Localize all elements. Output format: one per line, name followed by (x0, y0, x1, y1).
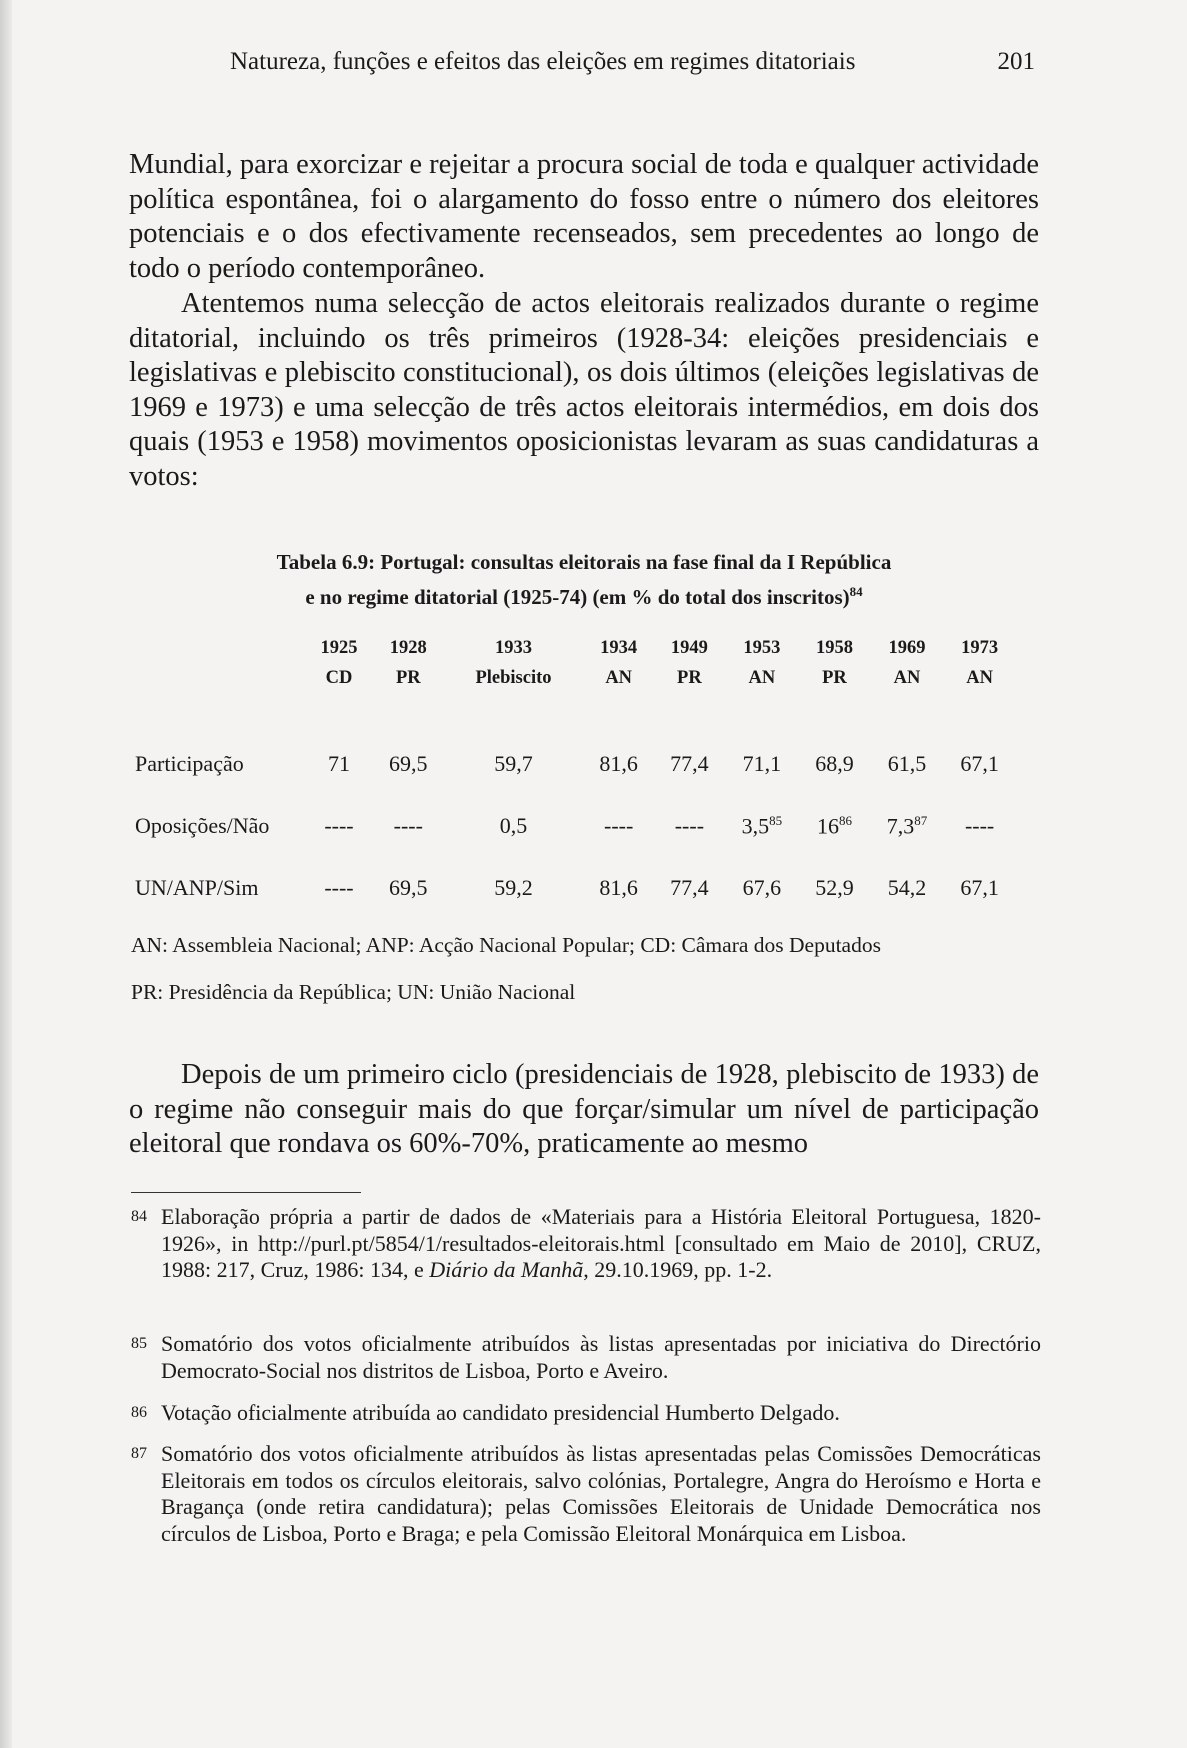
column-type: AN (966, 668, 993, 688)
cell-value: 54,2 (887, 875, 927, 900)
header-row-years (135, 633, 1015, 663)
cell-value: ---- (324, 875, 354, 900)
table-row (135, 857, 1015, 919)
footnote-text: Votação oficialmente atribuída ao candidato presidencial Humberto Delgado. (161, 1400, 840, 1425)
footnote-rule (131, 1192, 361, 1193)
cell-value: 3,5 (741, 813, 770, 839)
column-type: PR (677, 668, 702, 688)
page-number: 201 (997, 48, 1035, 75)
column-type: CD (325, 668, 353, 688)
table-cell (444, 733, 584, 795)
cell-value: 69,5 (389, 875, 428, 900)
cell-value: 59,2 (494, 875, 533, 900)
table-cell (305, 733, 373, 795)
footnote-number: 84 (131, 1208, 147, 1225)
cell-value: 69,5 (389, 751, 428, 776)
footnote-84-text-b: , 29.10.1969, pp. 1-2. (583, 1257, 773, 1282)
table-cell (373, 795, 444, 857)
caption-line-1: Tabela 6.9: Portugal: consultas eleitorais na fase final da I República (276, 550, 892, 574)
row-label: Oposições/Não (135, 813, 270, 838)
table-cell (799, 795, 870, 857)
cell-value: 81,6 (599, 875, 638, 900)
cell-value: 67,1 (960, 875, 999, 900)
row-label: UN/ANP/Sim (135, 875, 259, 900)
column-type: Plebiscito (475, 668, 552, 688)
table-cell (870, 733, 944, 795)
caption-line-2-text: e no regime ditatorial (1925-74) (em % do total dos inscritos) (305, 585, 850, 609)
cell-value: 68,9 (815, 751, 854, 776)
column-year: 1958 (815, 638, 853, 658)
table-cell (654, 857, 725, 919)
table-cell (305, 857, 373, 919)
column-type: AN (748, 668, 776, 688)
footnote-87 (131, 1441, 1041, 1547)
column-year: 1953 (743, 638, 781, 658)
running-title: Natureza, funções e efeitos das eleições em regimes ditatoriais (230, 48, 856, 75)
cell-value: 7,3 (886, 813, 915, 839)
paragraph-1: Mundial, para exorcizar e rejeitar a procura social de toda e qualquer actividade política espontânea, foi o alargamento do fosso entre o número dos eleitores potenciais e o dos efectivamente recenseados, sem precedentes ao longo de todo o período contemporâneo. (129, 149, 1039, 284)
cell-value: ---- (393, 813, 423, 838)
caption-footnote-ref: 84 (849, 584, 863, 599)
cell-value: 59,7 (494, 751, 533, 776)
cell-footnote-ref: 87 (914, 812, 928, 828)
cell-value: 71 (327, 751, 350, 776)
table-legend-1: AN: Assembleia Nacional; ANP: Acção Nacional Popular; CD: Câmara dos Deputados (131, 933, 881, 957)
row-label: Participação (135, 751, 244, 776)
header-corner (135, 663, 305, 693)
cell-footnote-ref: 86 (838, 812, 852, 828)
column-year: 1933 (494, 638, 532, 658)
cell-value: 77,4 (670, 751, 709, 776)
table-legend-2: PR: Presidência da República; UN: União Nacional (131, 980, 576, 1004)
column-type: AN (605, 668, 633, 688)
table-cell (725, 733, 799, 795)
cell-value: 16 (816, 813, 839, 839)
table-cell (654, 795, 725, 857)
table-row (135, 795, 1015, 857)
cell-value: ---- (674, 813, 705, 838)
column-year: 1949 (670, 638, 708, 658)
table-cell (444, 795, 584, 857)
table-caption (129, 548, 1039, 612)
table-cell (799, 857, 870, 919)
table-cell (444, 857, 584, 919)
cell-value: 67,1 (960, 751, 999, 776)
footnote-84-italic: Diário da Manhã (429, 1257, 584, 1282)
cell-value: 67,6 (742, 875, 782, 900)
cell-value: ---- (964, 813, 995, 838)
running-header (230, 48, 1035, 76)
table-cell (870, 795, 944, 857)
cell-value: 81,6 (599, 751, 638, 776)
footnote-text: Somatório dos votos oficialmente atribuídos às listas apresentadas por iniciativa do Directório Democrato-Social nos distritos de Lisboa, Porto e Aveiro. (161, 1331, 1041, 1383)
header-spacer (135, 693, 1015, 733)
column-year: 1928 (389, 638, 427, 658)
column-type: AN (893, 668, 921, 688)
table-cell (870, 857, 944, 919)
column-type: PR (822, 668, 847, 688)
election-table (135, 633, 1015, 919)
footnote-text: Somatório dos votos oficialmente atribuídos às listas apresentadas pelas Comissões Democráticas Eleitorais em todos os círculos eleitorais, salvo colónias, Portalegre, Angra do Heroísmo e Horta e Bragança (onde retira candidatura); pelas Comissões Eleitorais de Unidade Democrática nos círculos de Lisboa, Porto e Braga; e pela Comissão Eleitoral Monárquica em Lisboa. (161, 1441, 1041, 1546)
footnote-84 (131, 1204, 1041, 1284)
page-edge (0, 0, 12, 1748)
table-row (135, 733, 1015, 795)
cell-footnote-ref: 85 (769, 812, 783, 828)
table-cell (583, 857, 654, 919)
cell-value: 61,5 (887, 751, 927, 776)
column-year: 1973 (961, 638, 999, 658)
table-cell (305, 795, 373, 857)
column-year: 1934 (600, 638, 638, 658)
footnote-text (161, 1204, 1041, 1284)
table-cell (583, 733, 654, 795)
cell-value: 71,1 (742, 751, 782, 776)
table-cell (373, 733, 444, 795)
footnote-number: 85 (131, 1335, 147, 1352)
table-cell (583, 795, 654, 857)
footnote-85 (131, 1331, 1041, 1384)
table-cell (944, 795, 1015, 857)
table-cell (373, 857, 444, 919)
table-cell (725, 857, 799, 919)
table-cell (799, 733, 870, 795)
footnote-84-text-a: Elaboração própria a partir de dados de «Materiais para a História Eleitoral Portuguesa, 1820-1926», in http://purl.pt/5854/1/resultados-eleitorais.html [consultado em Maio de 2010], CRUZ, 1988: 217, Cruz, 1986: 134, e (161, 1204, 1041, 1282)
cell-value: ---- (604, 813, 634, 838)
table-cell (944, 733, 1015, 795)
table-cell (725, 795, 799, 857)
cell-value: 0,5 (499, 813, 528, 838)
table-cell (944, 857, 1015, 919)
paragraph-2: Atentemos numa selecção de actos eleitorais realizados durante o regime ditatorial, incluindo os três primeiros (1928-34: eleições presidenciais e legislativas e plebiscito constitucional), os dois últimos (eleições legislativas de 1969 e 1973) e uma selecção de três actos eleitorais intermédios, em dois dos quais (1953 e 1958) movimentos oposicionistas levaram as suas candidaturas a votos: (129, 288, 1039, 492)
header-corner (135, 633, 305, 663)
column-year: 1925 (320, 638, 358, 658)
caption-line-2 (129, 577, 1039, 612)
cell-value: 77,4 (670, 875, 709, 900)
table-cell (654, 733, 725, 795)
footnote-86 (131, 1400, 1041, 1427)
spacer-cell (135, 693, 1015, 733)
footnote-number: 87 (131, 1445, 147, 1462)
column-year: 1969 (888, 638, 926, 658)
column-type: PR (395, 668, 421, 688)
header-row-types (135, 663, 1015, 693)
footnote-number: 86 (131, 1404, 147, 1421)
paragraph-3: Depois de um primeiro ciclo (presidenciais de 1928, plebiscito de 1933) de o regime não conseguir mais do que forçar/simular um nível de participação eleitoral que rondava os 60%-70%, praticamente ao mesmo (129, 1059, 1039, 1160)
cell-value: 52,9 (815, 875, 854, 900)
cell-value: ---- (324, 813, 354, 838)
election-table-body (135, 633, 1015, 919)
